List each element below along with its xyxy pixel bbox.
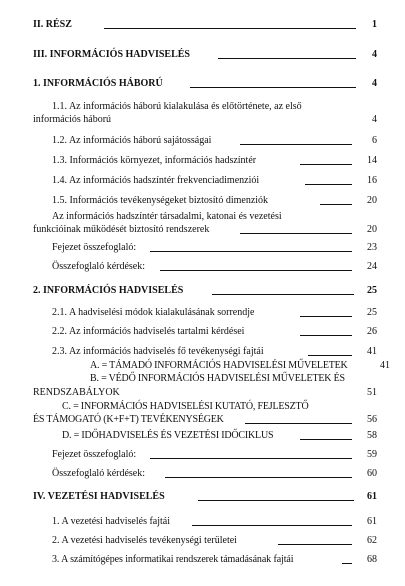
leader-line [305, 184, 352, 185]
toc-page-number: 41 [380, 360, 390, 371]
toc-entry-label: Fejezet összefoglaló: [52, 242, 137, 253]
toc-page-number: 20 [367, 195, 377, 206]
toc-page-number: 61 [367, 491, 377, 502]
toc-entry-1-6-line1: Az információs hadszíntér társadalmi, katonai és vezetési [52, 211, 282, 222]
leader-line [150, 251, 352, 252]
toc-page-number: 24 [367, 261, 377, 272]
toc-page-number: 4 [372, 78, 377, 89]
toc-page-number: 62 [367, 535, 377, 546]
leader-line [240, 144, 352, 145]
toc-entry-label: 1.3. Információs környezet, információs hadszíntér [52, 155, 257, 166]
toc-page-number: 41 [367, 346, 377, 357]
toc-entry-label: 2.1. A hadviselési módok kialakulásának sorrendje [52, 307, 255, 318]
toc-page-number: 59 [367, 449, 377, 460]
toc-entry-label: ÉS TÁMOGATÓ (K+F+T) TEVÉKENYSÉGEK [33, 414, 224, 425]
toc-page-number: 25 [367, 285, 377, 296]
toc-entry-label: IV. VEZETÉSI HADVISELÉS [33, 491, 165, 502]
toc-entry-label: 3. A számítógépes informatikai rendszerek támadásának fajtái [52, 554, 294, 565]
toc-entry-2-3-c-line1: C. = INFORMÁCIÓS HADVISELÉSI KUTATÓ, FEJLESZTŐ [62, 401, 309, 412]
leader-line [300, 335, 352, 336]
toc-page-number: 6 [372, 135, 377, 146]
toc-entry-label: 2. INFORMÁCIÓS HADVISELÉS [33, 285, 184, 296]
toc-entry-label: 2. A vezetési hadviselés tevékenységi területei [52, 535, 237, 546]
toc-entry-label: 1.2. Az információs háború sajátosságai [52, 135, 212, 146]
toc-page-number: 68 [367, 554, 377, 565]
toc-entry-label: D. = IDŐHADVISELÉS ÉS VEZETÉSI IDŐCIKLUS [62, 430, 274, 441]
leader-line [212, 294, 354, 295]
leader-line [165, 477, 352, 478]
leader-line [160, 270, 352, 271]
toc-entry-label: RENDSZABÁLYOK [33, 387, 120, 398]
toc-page-number: 25 [367, 307, 377, 318]
toc-entry-label: 1.4. Az információs hadszíntér frekvenciadimenziói [52, 175, 260, 186]
leader-line [218, 58, 356, 59]
leader-line [192, 525, 352, 526]
toc-entry-label: 2.2. Az információs hadviselés tartalmi kérdései [52, 326, 245, 337]
toc-page-number: 4 [372, 49, 377, 60]
leader-line [300, 164, 352, 165]
toc-page-number: 20 [367, 224, 377, 235]
leader-line [300, 439, 352, 440]
toc-entry-label: 1.5. Információs tevékenységeket biztosító dimenziók [52, 195, 269, 206]
toc-entry-1-1-line1: 1.1. Az információs háború kialakulása és előtörténete, az első [52, 101, 302, 112]
leader-line [198, 500, 354, 501]
toc-entry-label: 1. A vezetési hadviselés fajtái [52, 516, 171, 527]
toc-entry-label: A. = TÁMADÓ INFORMÁCIÓS HADVISELÉSI MŰVELETEK [90, 360, 348, 371]
toc-entry-label: 2.3. Az információs hadviselés fő tevékenységi fajtái [52, 346, 264, 357]
toc-entry-label: Összefoglaló kérdések: [52, 468, 146, 479]
leader-line [150, 458, 352, 459]
toc-page-number: 51 [367, 387, 377, 398]
toc-entry-label: Összefoglaló kérdések: [52, 261, 146, 272]
toc-entry-label: III. INFORMÁCIÓS HADVISELÉS [33, 49, 190, 60]
toc-page-number: 14 [367, 155, 377, 166]
leader-line [240, 233, 352, 234]
toc-page-number: 56 [367, 414, 377, 425]
toc-entry-label: II. RÉSZ [33, 19, 72, 30]
toc-page-number: 26 [367, 326, 377, 337]
leader-line [245, 423, 352, 424]
toc-entry-label: információs háború [33, 114, 112, 125]
leader-line [320, 204, 352, 205]
leader-line [278, 544, 352, 545]
leader-line [190, 87, 356, 88]
toc-entry-2-3-b-line1: B. = VÉDŐ INFORMÁCIÓS HADVISELÉSI MŰVELETEK ÉS [90, 373, 345, 384]
leader-line [300, 316, 352, 317]
toc-page-number: 61 [367, 516, 377, 527]
toc-page-number: 1 [372, 19, 377, 30]
toc-page-number: 23 [367, 242, 377, 253]
toc-page-number: 16 [367, 175, 377, 186]
toc-page-number: 4 [372, 114, 377, 125]
toc-page-number: 58 [367, 430, 377, 441]
leader-line [308, 355, 352, 356]
leader-line [342, 563, 352, 564]
toc-entry-label: 1. INFORMÁCIÓS HÁBORÚ [33, 78, 163, 89]
toc-page-number: 60 [367, 468, 377, 479]
leader-line [104, 28, 356, 29]
toc-entry-label: Fejezet összefoglaló: [52, 449, 137, 460]
toc-entry-label: funkcióinak működését biztosító rendszerek [33, 224, 210, 235]
